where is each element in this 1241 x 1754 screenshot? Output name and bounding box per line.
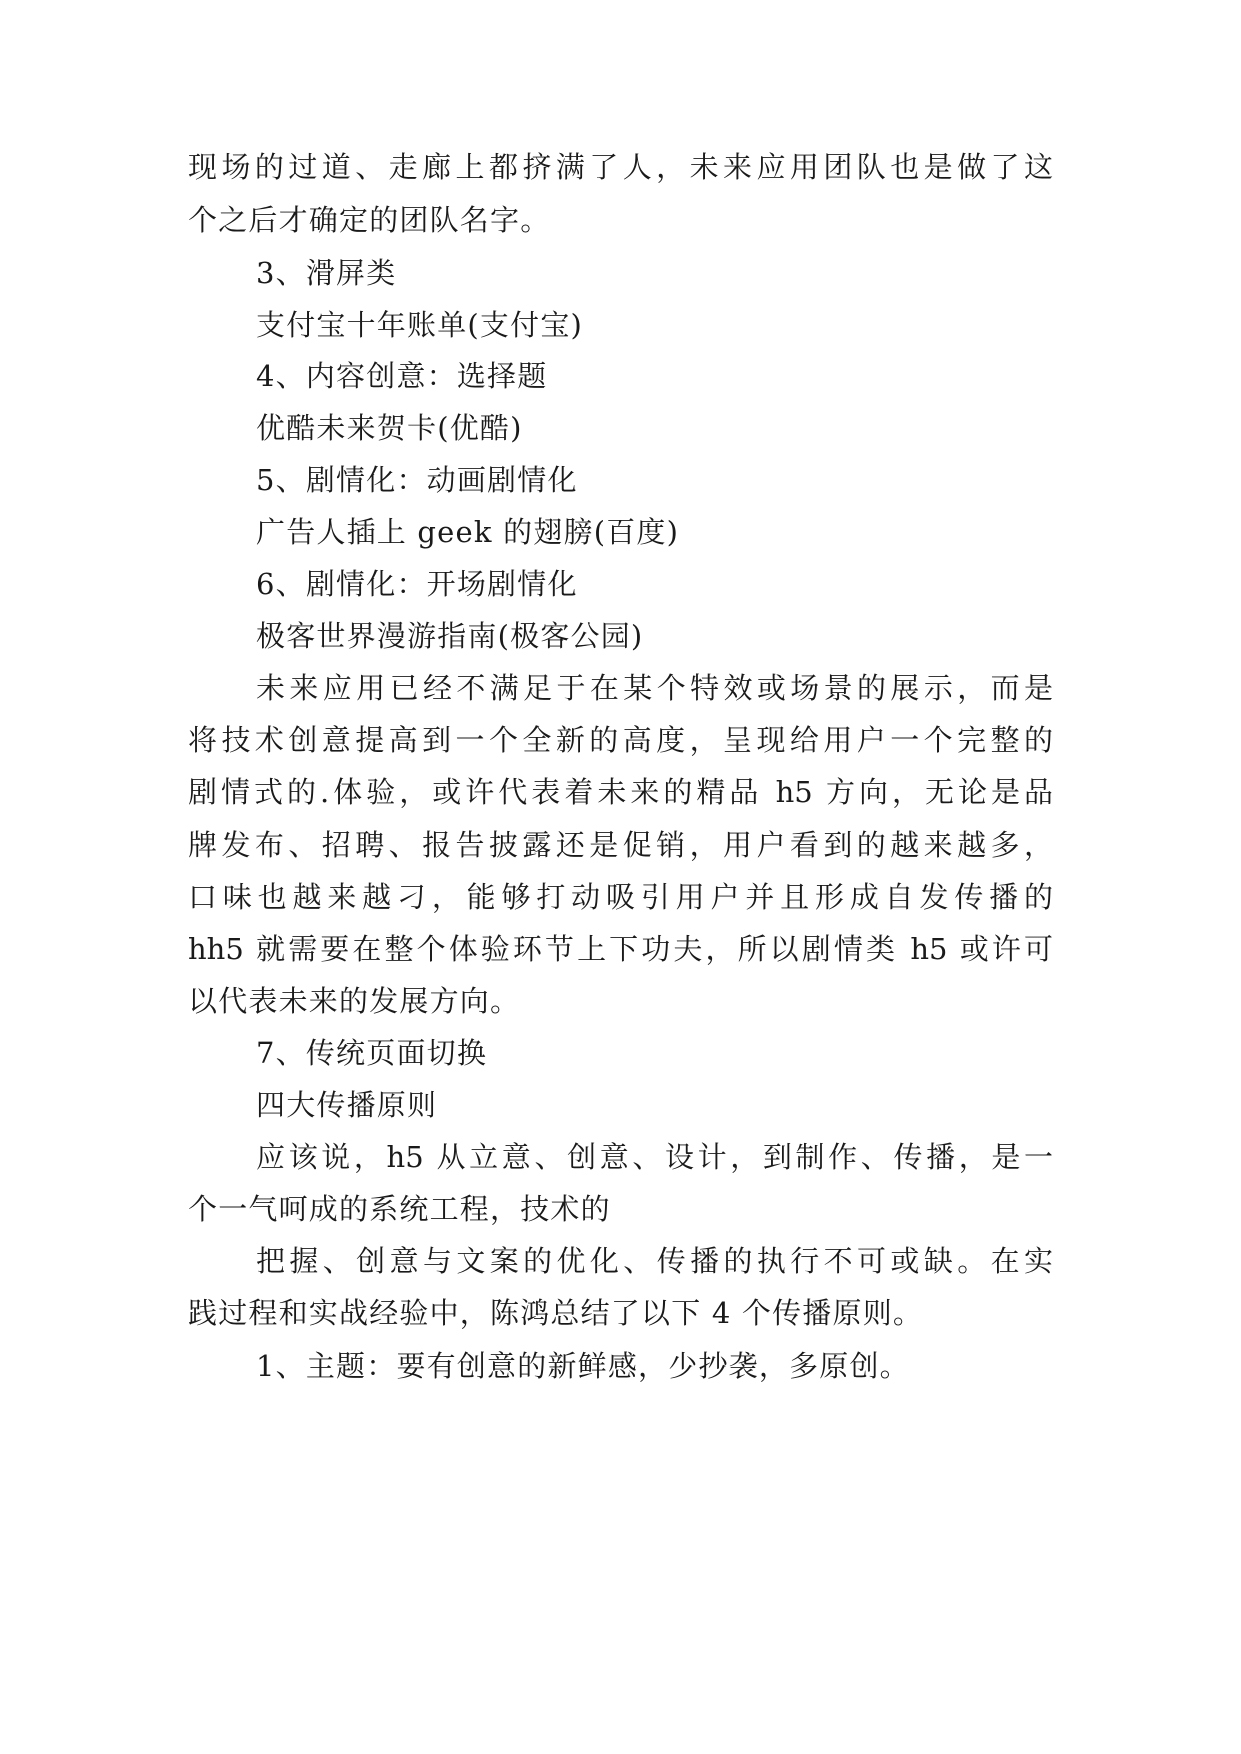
paragraph-line: 剧情式的.体验，或许代表着未来的精品 h5 方向，无论是品 [188, 775, 1053, 809]
example-item: 优酷未来贺卡(优酷) [256, 411, 523, 445]
example-item: 支付宝十年账单(支付宝) [256, 308, 584, 342]
example-item: 广告人插上 geek 的翅膀(百度) [256, 515, 680, 549]
section-heading: 7、传统页面切换 [256, 1036, 488, 1070]
paragraph-line: 将技术创意提高到一个全新的高度，呈现给用户一个完整的 [188, 723, 1053, 757]
paragraph-line: 未来应用已经不满足于在某个特效或场景的展示，而是 [256, 671, 1053, 705]
paragraph-line: 个一气呵成的系统工程，技术的 [188, 1192, 611, 1226]
section-heading: 4、内容创意：选择题 [256, 359, 548, 393]
paragraph-line: 以代表未来的发展方向。 [188, 984, 521, 1018]
paragraph-line: 个之后才确定的团队名字。 [188, 203, 551, 237]
paragraph-line: 现场的过道、走廊上都挤满了人，未来应用团队也是做了这 [188, 150, 1053, 184]
section-heading: 3、滑屏类 [256, 256, 397, 290]
paragraph-line: 口味也越来越刁，能够打动吸引用户并且形成自发传播的 [188, 880, 1053, 914]
paragraph-line: hh5 就需要在整个体验环节上下功夫，所以剧情类 h5 或许可 [188, 932, 1053, 966]
example-item: 极客世界漫游指南(极客公园) [256, 619, 644, 653]
paragraph-line: 践过程和实战经验中，陈鸿总结了以下 4 个传播原则。 [188, 1296, 924, 1330]
section-heading: 四大传播原则 [256, 1088, 438, 1122]
paragraph-line: 把握、创意与文案的优化、传播的执行不可或缺。在实 [256, 1244, 1053, 1278]
paragraph-line: 应该说，h5 从立意、创意、设计，到制作、传播，是一 [256, 1140, 1053, 1174]
section-heading: 5、剧情化：动画剧情化 [256, 463, 578, 497]
section-heading: 6、剧情化：开场剧情化 [256, 567, 578, 601]
paragraph-line: 1、主题：要有创意的新鲜感，少抄袭，多原创。 [256, 1349, 910, 1383]
paragraph-line: 牌发布、招聘、报告披露还是促销，用户看到的越来越多， [188, 828, 1053, 862]
